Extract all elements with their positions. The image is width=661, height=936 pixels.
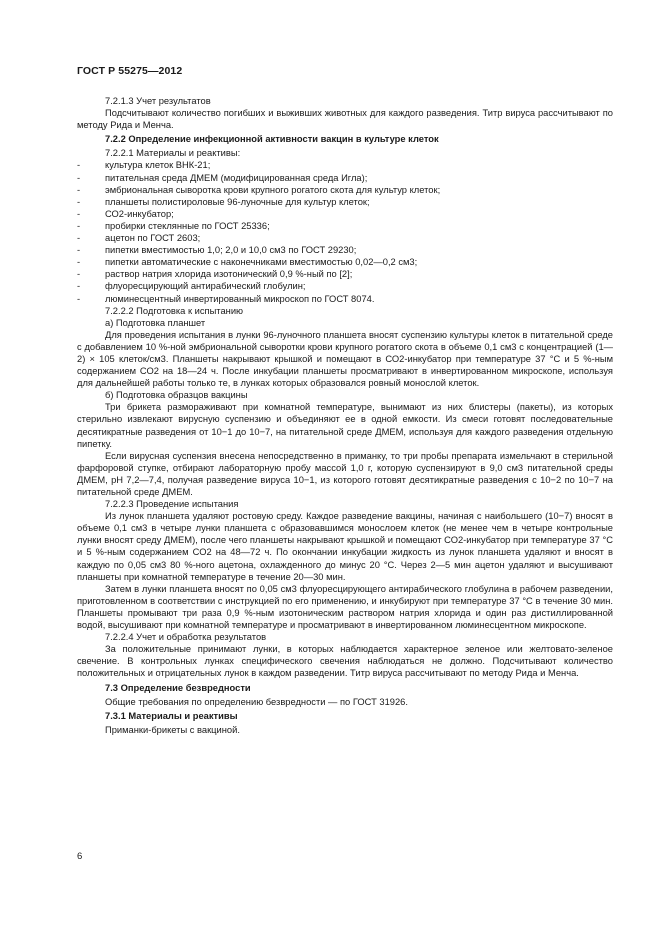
materials-list: [77, 159, 613, 304]
paragraph: Если вирусная суспензия внесена непосредственно в приманку, то три пробы препарата измельчают в стерильной фарфоровой ступке, отбирают лабораторную пробу массой 1,0 г, которую суспензируют в 9,0 см3 питательной среды ДМЕМ, рН 7,2—7,4, получая разведение вируса 10−1, из которого готовят десятикратные разведения с 10−2 по 10−7 на питательной среде ДМЕМ.: [77, 450, 613, 497]
page-number: 6: [77, 851, 83, 862]
paragraph: Из лунок планшета удаляют ростовую среду. Каждое разведение вакцины, начиная с наибольшего (10−7) вносят в объеме 0,1 см3 в четыре лунки планшета с образовавшимся монослоем клеток (не менее чем в четыре контрольные лунки вносят среду ДМЕМ), после чего планшеты накрывают крышкой и помещают СО2-инкубатор при температуре 37 °С и 5 %-ным содержанием СО2 на 48—72 ч. По окончании инкубации жидкость из лунок планшета удаляют и вносят в каждую по 0,05 см3 80 %-ного ацетона, охлажденного до минус 20 °С. Через 2—5 мин ацетон удаляют и высушивают планшеты при комнатной температуре в течение 20—30 мин.: [77, 511, 613, 582]
section-heading-7-3-1: 7.3.1 Материалы и реактивы: [105, 710, 238, 721]
clause-heading-7-2-1-3: 7.2.1.3 Учет результатов: [105, 96, 211, 106]
section-heading-7-2-2: 7.2.2 Определение инфекционной активности вакцин в культуре клеток: [105, 134, 439, 145]
list-item: - СО2-инкубатор;: [77, 208, 174, 219]
paragraph: Приманки-брикеты с вакциной.: [105, 724, 240, 735]
list-item: - эмбриональная сыворотка крови крупного рогатого скота для культур клеток;: [77, 184, 441, 195]
list-item: - культура клеток ВНК-21;: [77, 160, 211, 171]
list-item: - планшеты полистироловые 96-луночные для культур клеток;: [77, 196, 370, 207]
list-item: - пробирки стеклянные по ГОСТ 25336;: [77, 220, 270, 231]
paragraph: Подсчитывают количество погибших и выживших животных для каждого разведения. Титр вируса рассчитывают по методу Рида и Менча.: [77, 108, 613, 131]
document-body: [77, 95, 613, 736]
list-item: - ацетон по ГОСТ 2603;: [77, 233, 201, 244]
list-item: - пипетки вместимостью 1,0; 2,0 и 10,0 см3 по ГОСТ 29230;: [77, 245, 357, 256]
clause-heading-7-2-2-2: 7.2.2.2 Подготовка к испытанию: [105, 305, 244, 316]
clause-heading-7-2-2-4: 7.2.2.4 Учет и обработка результатов: [105, 632, 267, 643]
list-item: - пипетки автоматические с наконечниками вместимостью 0,02—0,2 см3;: [77, 257, 418, 268]
paragraph: За положительные принимают лунки, в которых наблюдается характерное зеленое или желтовато-зеленое свечение. В контрольных лунках специфического свечения наблюдаться не должно. Подсчитывают количество положительных и отрицательных лунок в каждом разведении. Титр вируса рассчитывают по методу Рида и Менча.: [77, 644, 613, 679]
clause-heading-7-2-2-1: 7.2.2.1 Материалы и реактивы:: [105, 148, 241, 159]
paragraph: Три брикета размораживают при комнатной температуре, вынимают из них блистеры (пакеты), из которых стерильно извлекают вирусную суспензию и объединяют ее в одной емкости. Из смеси готовят последовательные десятикратные разведения от 10−1 до 10−7, на питательной среде ДМЕМ, используя для каждого разведения отдельную пипетку.: [77, 402, 613, 449]
list-item: - люминесцентный инвертированный микроскоп по ГОСТ 8074.: [77, 293, 375, 304]
paragraph: Для проведения испытания в лунки 96-луночного планшета вносят суспензию культуры клеток в питательной среде с добавлением 10 %-ной эмбриональной сыворотки крови крупного рогатого скота в объеме 0,1 см3 с концентрацией (1—2) × 105 клеток/см3. Планшеты накрывают крышкой и помещают в СО2-инкубатор при температуре 37 °С и 5 %-ным содержанием СО2 на 18—24 ч. После инкубации планшеты просматривают в инвертированном микроскопе, используя для дальнейшей работы только те, в лунках которых образовался ровный монослой клеток.: [77, 329, 613, 389]
clause-heading-7-2-2-3: 7.2.2.3 Проведение испытания: [105, 499, 239, 510]
list-item: - раствор натрия хлорида изотонический 0,9 %-ный по [2];: [77, 269, 353, 280]
sub-heading-a: а) Подготовка планшет: [105, 317, 206, 328]
paragraph: Затем в лунки планшета вносят по 0,05 см3 флуоресцирующего антирабического глобулина в рабочем разведении, приготовленном в соответствии с инструкцией по его применению, и инкубируют при температуре 37 °С в течение 30 мин. Планшеты промывают три раза 0,9 %-ным изотоническим раствором натрия хлорида и один раз дистиллированной водой, высушивают при комнатной температуре и просматривают в инвертированном люминесцентном микроскопе.: [77, 583, 613, 631]
sub-heading-b: б) Подготовка образцов вакцины: [105, 390, 248, 401]
paragraph: Общие требования по определению безвредности — по ГОСТ 31926.: [105, 696, 408, 707]
list-item: - питательная среда ДМЕМ (модифицированная среда Игла);: [77, 172, 368, 183]
document-header: ГОСТ Р 55275—2012: [77, 65, 183, 77]
list-item: - флуоресцирующий антирабический глобулин;: [77, 281, 306, 292]
section-heading-7-3: 7.3 Определение безвредности: [105, 682, 251, 693]
